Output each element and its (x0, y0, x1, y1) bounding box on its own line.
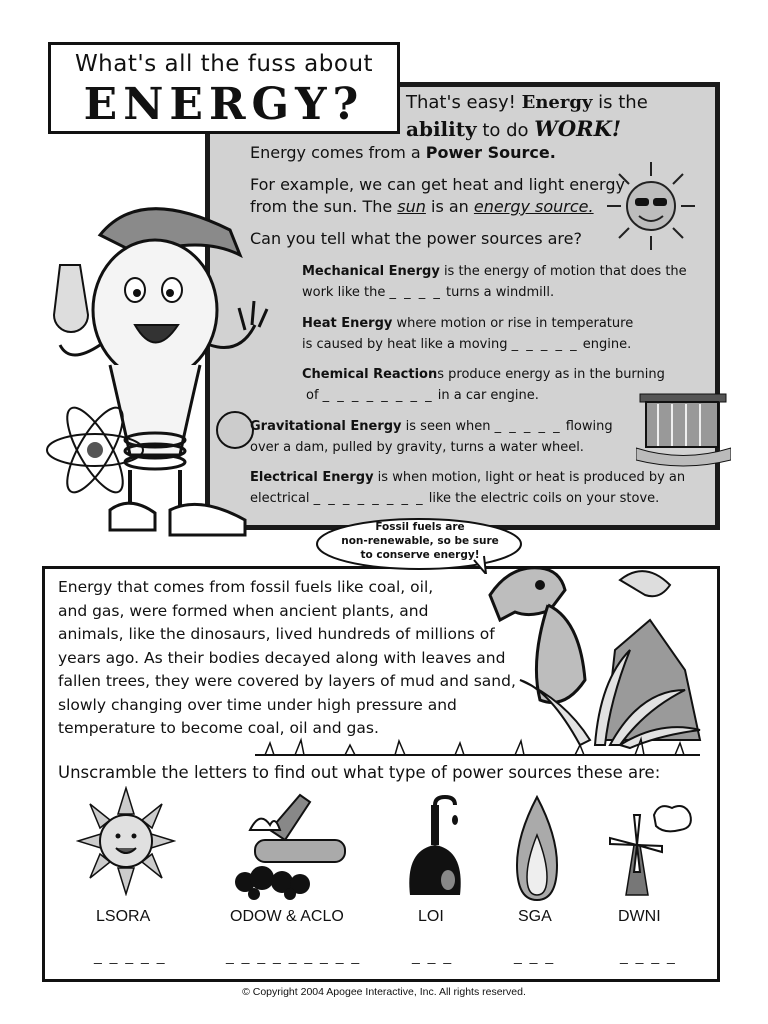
paragraph-line: years ago. As their bodies decayed along with leaves and (58, 648, 506, 667)
answer-blank: _ _ _ (412, 948, 454, 964)
paragraph-text: from the sun. The (250, 197, 398, 216)
power-source-line (250, 142, 556, 164)
question-line: Can you tell what the power sources are? (250, 229, 582, 248)
answer-blank: _ _ _ _ _ (494, 419, 562, 434)
answer-blank: _ _ _ _ _ (94, 948, 167, 964)
energy-desc: is caused by heat like a moving (302, 337, 512, 352)
paragraph-line: Energy that comes from fossil fuels like coal, oil, (58, 578, 434, 596)
copyright-notice: © Copyright 2004 Apogee Interactive, Inc. All rights reserved. (242, 986, 526, 998)
paragraph-text: Energy comes from a (250, 143, 426, 162)
energy-desc: engine. (578, 337, 632, 352)
chemical-reaction-item (302, 364, 665, 406)
example-line-2 (250, 196, 594, 218)
energy-desc: in a car engine. (433, 388, 539, 403)
energy-desc: where motion or rise in temperature (392, 316, 634, 331)
title-box (48, 42, 400, 134)
sun-term: sun (397, 197, 426, 216)
fossil-fuel-paragraph (58, 576, 528, 741)
wood-coal-icon (230, 790, 350, 900)
unscramble-heading: Unscramble the letters to find out what type of power sources these are: (58, 763, 661, 782)
answer-blank: _ _ _ _ (389, 285, 442, 300)
energy-desc: work like the (302, 285, 390, 300)
paragraph-line: animals, like the dinosaurs, lived hundreds of millions of (58, 625, 495, 643)
speech-bubble-text (320, 520, 520, 562)
answer-blank: _ _ _ (514, 948, 556, 964)
energy-desc: flowing (561, 419, 613, 434)
scrambled-word: DWNI (618, 908, 661, 925)
answer-blank: _ _ _ _ _ _ _ _ (313, 491, 425, 506)
scrambled-word: LSORA (96, 908, 151, 925)
answer-blank: _ _ _ _ _ _ _ _ (322, 388, 434, 403)
paragraph-line: slowly changing over time under high pressure and (58, 695, 457, 714)
intro-line-2 (406, 116, 621, 141)
energy-term: Mechanical Energy (302, 264, 440, 279)
paragraph-line: fallen trees, they were covered by layers of mud and sand, (58, 672, 516, 690)
energy-term: Electrical Energy (250, 470, 374, 485)
paragraph-line: temperature to become coal, oil and gas. (58, 719, 379, 737)
windmill-icon (604, 800, 694, 900)
answer-blank: _ _ _ _ _ _ _ _ _ (226, 948, 362, 964)
energy-term: Gravitational Energy (250, 419, 402, 434)
answer-blank: _ _ _ _ (620, 948, 677, 964)
answer-blank: _ _ _ _ _ (511, 337, 579, 352)
energy-desc: turns a windmill. (441, 285, 555, 300)
page-title: ENERGY? (83, 79, 365, 130)
intro-text: to do (476, 120, 535, 141)
gravitational-energy-item (250, 416, 613, 458)
bubble-line: Fossil fuels are (375, 521, 465, 533)
mechanical-energy-item (302, 261, 687, 303)
water-wheel-icon (636, 388, 731, 468)
cool-sun-icon (605, 160, 697, 252)
oil-icon (400, 795, 470, 905)
intro-line-1 (406, 92, 648, 113)
energy-desc: of (306, 388, 323, 403)
energy-desc: is when motion, light or heat is produced by an (373, 470, 686, 485)
title-subtitle: What's all the fuss about (74, 51, 374, 77)
bubble-line: to conserve energy! (360, 549, 480, 561)
energy-desc: is the energy of motion that does the (439, 264, 687, 279)
scrambled-word: LOI (418, 908, 444, 925)
energy-term: Heat Energy (302, 316, 393, 331)
energy-desc: s produce energy as in the burning (437, 367, 665, 382)
sun-icon (76, 786, 176, 896)
paragraph-line: and gas, were formed when ancient plants, and (58, 601, 429, 620)
intro-work-word: WORK! (534, 116, 622, 141)
energy-desc: is seen when (401, 419, 495, 434)
energy-desc: like the electric coils on your stove. (424, 491, 660, 506)
bubble-line: non-renewable, so be sure (341, 535, 499, 547)
intro-text: is the (592, 92, 648, 113)
energy-desc: over a dam, pulled by gravity, turns a water wheel. (250, 440, 584, 455)
gas-flame-icon (512, 795, 562, 905)
scrambled-word: SGA (518, 908, 552, 925)
paragraph-text: is an (425, 197, 474, 216)
power-source-term: Power Source. (425, 143, 556, 162)
intro-text: That's easy! (406, 92, 522, 113)
scrambled-word: ODOW & ACLO (230, 908, 344, 925)
lightbulb-mascot-icon (30, 195, 270, 550)
intro-energy-word: Energy (521, 92, 593, 113)
energy-desc: electrical (250, 491, 314, 506)
energy-term: Chemical Reaction (302, 367, 438, 382)
electrical-energy-item (250, 467, 685, 509)
energy-source-term: energy source. (473, 197, 594, 216)
heat-energy-item (302, 313, 633, 355)
example-line-1: For example, we can get heat and light energy (250, 175, 625, 194)
intro-ability-word: ability (406, 117, 477, 141)
